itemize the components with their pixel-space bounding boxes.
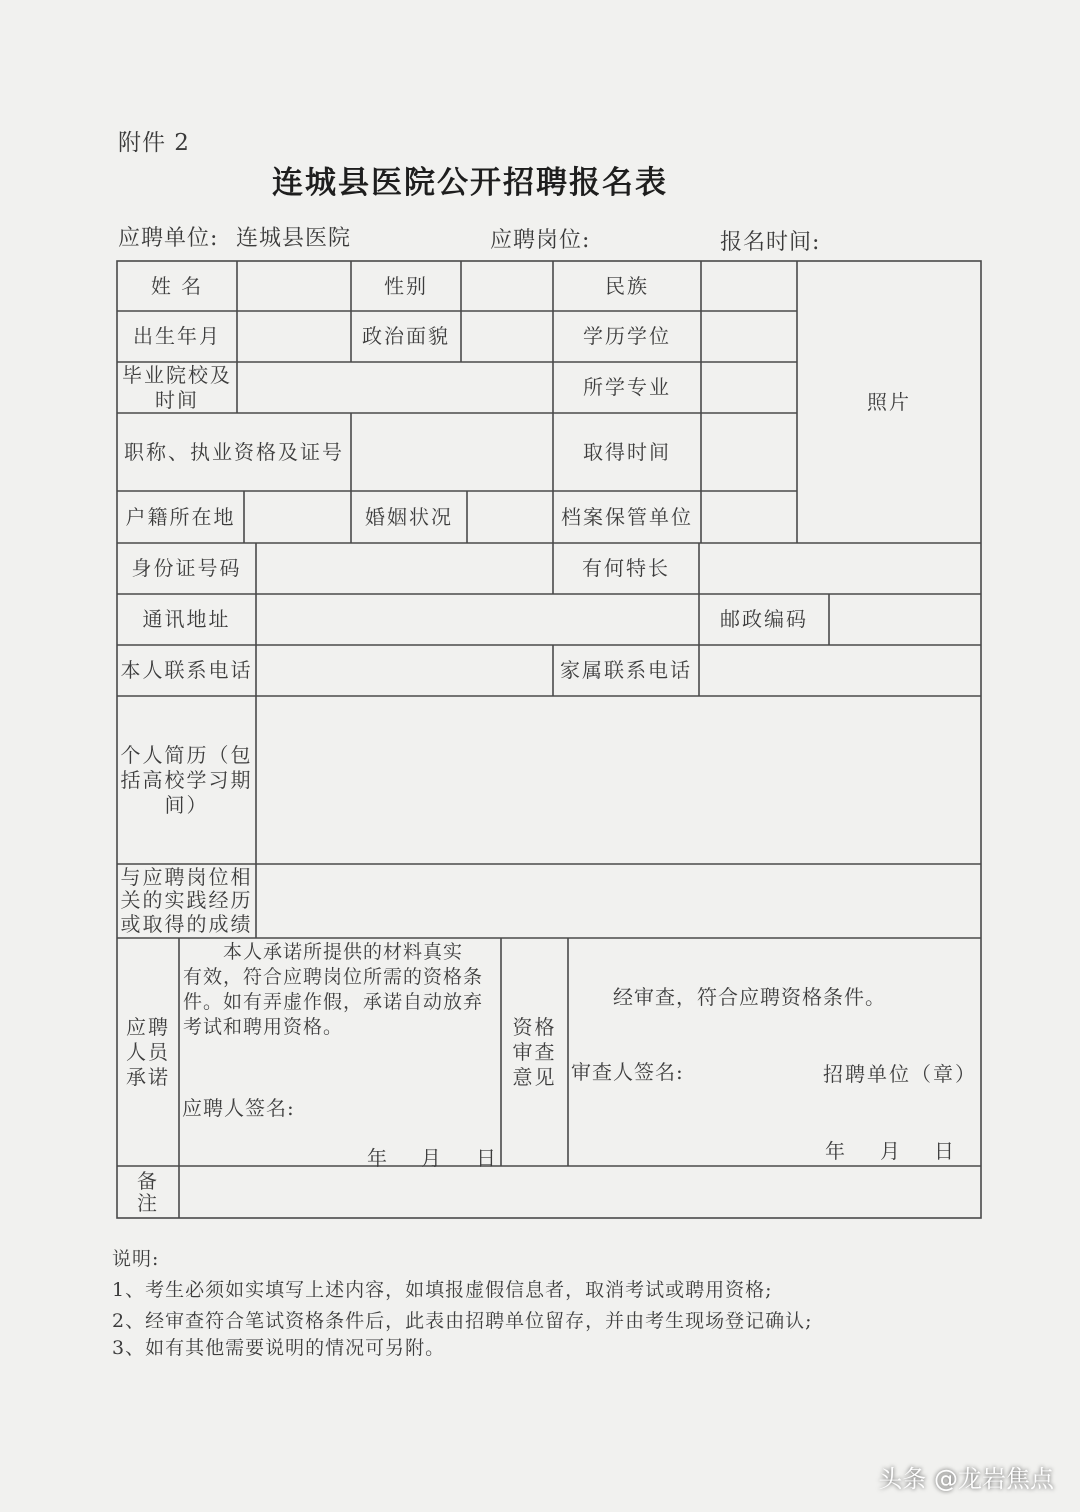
title-cert-field[interactable] bbox=[351, 413, 553, 491]
label-obtain-time: 取得时间 bbox=[583, 439, 671, 464]
label-resume bbox=[117, 696, 256, 864]
time-label: 报名时间: bbox=[720, 230, 821, 255]
promise-month: 月 bbox=[421, 1146, 441, 1170]
label-address: 通讯地址 bbox=[142, 607, 231, 631]
label-postcode: 邮政编码 bbox=[720, 607, 808, 631]
review-day: 日 bbox=[934, 1139, 954, 1163]
label-marriage: 婚姻状况 bbox=[365, 504, 453, 529]
label-remark-line1: 备 bbox=[137, 1169, 159, 1193]
label-archive: 档案保管单位 bbox=[561, 504, 693, 529]
label-practice-line2: 关的实践经历 bbox=[120, 888, 253, 913]
label-birth: 出生年月 bbox=[133, 324, 221, 348]
applicant-sign-field[interactable] bbox=[300, 1086, 490, 1122]
label-school bbox=[117, 362, 237, 413]
post-label: 应聘岗位: bbox=[490, 228, 591, 253]
label-promise-line3: 承诺 bbox=[126, 1064, 170, 1089]
birth-field[interactable] bbox=[237, 311, 351, 362]
id-number-field[interactable] bbox=[256, 543, 553, 594]
review-year: 年 bbox=[825, 1139, 845, 1163]
form-title: 连城县医院公开招聘报名表 bbox=[272, 165, 668, 201]
label-school-line1: 毕业院校及 bbox=[122, 362, 232, 387]
remark-field[interactable] bbox=[179, 1166, 981, 1218]
photo-box[interactable]: 照片 bbox=[867, 389, 911, 414]
label-promise-line1: 应聘 bbox=[126, 1014, 170, 1039]
label-name: 姓 名 bbox=[150, 273, 204, 298]
label-title-cert: 职称、执业资格及证号 bbox=[124, 439, 344, 464]
archive-field[interactable] bbox=[701, 491, 797, 543]
label-promise-line2: 人员 bbox=[126, 1039, 170, 1064]
political-field[interactable] bbox=[461, 311, 553, 362]
attachment-label: 附件 2 bbox=[118, 130, 190, 156]
label-practice-line3: 或取得的成绩 bbox=[120, 911, 253, 936]
review-month: 月 bbox=[880, 1139, 900, 1163]
label-gender: 性别 bbox=[384, 273, 428, 298]
school-field[interactable] bbox=[237, 362, 553, 413]
label-review-line2: 审查 bbox=[512, 1039, 557, 1064]
unit-label: 应聘单位: bbox=[118, 226, 219, 251]
notes-item-2: 2、经审查符合笔试资格条件后，此表由招聘单位留存，并由考生现场登记确认; bbox=[112, 1310, 813, 1332]
promise-text bbox=[183, 940, 499, 1040]
label-resume-line1: 个人简历（包 bbox=[120, 742, 253, 767]
label-resume-line2: 括高校学习期 bbox=[120, 767, 253, 792]
phone-field[interactable] bbox=[256, 645, 553, 696]
label-review-line1: 资格 bbox=[512, 1014, 557, 1039]
promise-text-line1: 本人承诺所提供的材料真实 bbox=[223, 941, 464, 963]
label-review-line3: 意见 bbox=[512, 1064, 557, 1089]
unit-seal-label: 招聘单位（章） bbox=[823, 1062, 977, 1086]
label-remark bbox=[117, 1166, 179, 1218]
label-remark-line2: 注 bbox=[137, 1191, 159, 1215]
name-field[interactable] bbox=[237, 261, 351, 311]
label-political: 政治面貌 bbox=[362, 324, 450, 348]
ethnicity-field[interactable] bbox=[701, 261, 797, 311]
label-review bbox=[501, 938, 568, 1166]
label-promise bbox=[117, 938, 179, 1166]
label-family-phone: 家属联系电话 bbox=[560, 658, 692, 682]
reviewer-sign-field[interactable] bbox=[690, 1050, 810, 1086]
postcode-field[interactable] bbox=[829, 594, 981, 645]
label-resume-line3: 间） bbox=[164, 792, 209, 817]
degree-field[interactable] bbox=[701, 311, 797, 362]
gender-field[interactable] bbox=[461, 261, 553, 311]
resume-field[interactable] bbox=[256, 696, 981, 864]
label-specialty: 有何特长 bbox=[582, 556, 670, 580]
unit-value: 连城县医院 bbox=[236, 226, 352, 251]
label-degree: 学历学位 bbox=[583, 324, 671, 348]
hukou-field[interactable] bbox=[244, 491, 351, 543]
major-field[interactable] bbox=[701, 362, 797, 413]
promise-text-line3: 件。如有弄虚作假，承诺自动放弃 bbox=[183, 991, 484, 1013]
family-phone-field[interactable] bbox=[699, 645, 981, 696]
marriage-field[interactable] bbox=[467, 491, 553, 543]
label-ethnicity: 民族 bbox=[605, 273, 649, 298]
label-hukou: 户籍所在地 bbox=[125, 504, 236, 529]
obtain-time-field[interactable] bbox=[701, 413, 797, 491]
promise-text-line4: 考试和聘用资格。 bbox=[183, 1016, 344, 1038]
notes-heading: 说明: bbox=[112, 1248, 160, 1270]
label-school-line2: 时间 bbox=[155, 387, 199, 412]
review-text: 经审查，符合应聘资格条件。 bbox=[613, 985, 886, 1009]
reviewer-sign-label: 审查人签名: bbox=[571, 1060, 684, 1084]
promise-year: 年 bbox=[367, 1146, 387, 1170]
label-phone: 本人联系电话 bbox=[120, 658, 253, 682]
notes-item-1: 1、考生必须如实填写上述内容，如填报虚假信息者，取消考试或聘用资格; bbox=[112, 1279, 773, 1301]
applicant-sign-label: 应聘人签名: bbox=[182, 1096, 295, 1120]
label-practice bbox=[117, 864, 256, 938]
address-field[interactable] bbox=[256, 594, 699, 645]
practice-field[interactable] bbox=[256, 864, 981, 938]
label-major: 所学专业 bbox=[583, 375, 671, 399]
notes-item-3: 3、如有其他需要说明的情况可另附。 bbox=[112, 1337, 446, 1359]
promise-day: 日 bbox=[476, 1146, 496, 1170]
specialty-field[interactable] bbox=[699, 543, 981, 594]
promise-text-line2: 有效，符合应聘岗位所需的资格条 bbox=[183, 966, 484, 988]
label-id-number: 身份证号码 bbox=[131, 556, 242, 580]
label-practice-line1: 与应聘岗位相 bbox=[120, 864, 253, 889]
watermark: 头条 @龙岩焦点 bbox=[878, 1465, 1054, 1493]
